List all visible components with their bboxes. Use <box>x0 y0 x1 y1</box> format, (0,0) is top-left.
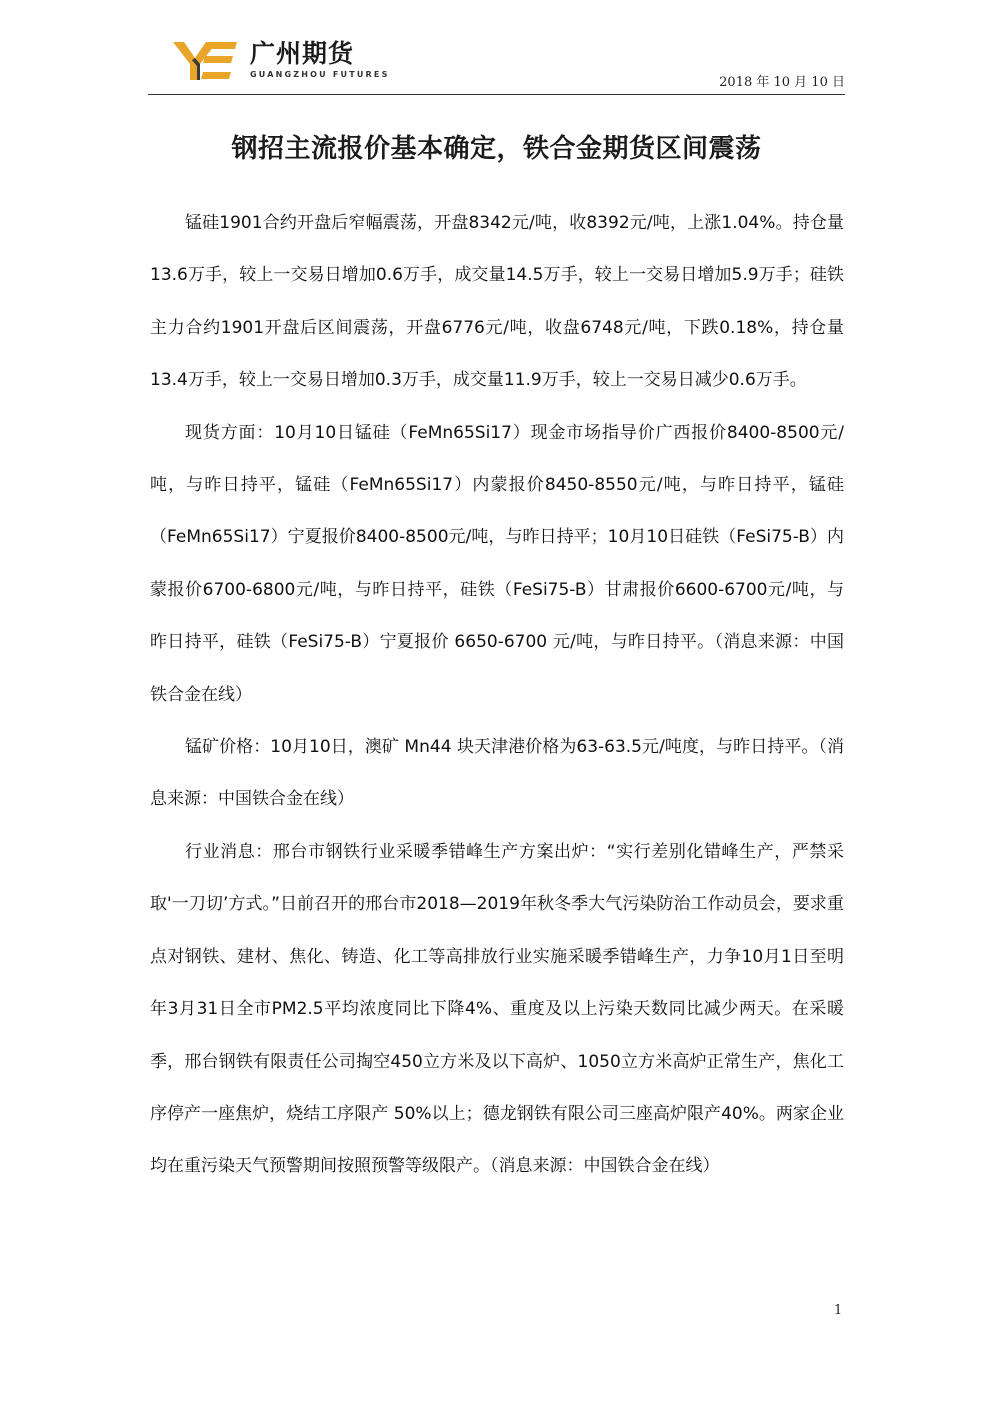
paragraph-ore: 锰矿价格：10月10日，澳矿 Mn44 块天津港价格为63-63.5元/吨度，与昨日持平。（消息来源：中国铁合金在线） <box>150 737 844 810</box>
paragraph-futures: 锰硅1901合约开盘后窄幅震荡，开盘8342元/吨，收8392元/吨，上涨1.04%。持仓量13.6万手，较上一交易日增加0.6万手，成交量14.5万手，较上一交易日增加5.9万手；硅铁主力合约1901开盘后区间震荡，开盘6776元/吨，收盘6748元/吨，下跌0.18%，持仓量13.4万手，较上一交易日增加0.3万手，成交量11.9万手，较上一交易日减少0.6万手。 <box>150 213 844 391</box>
article-title: 钢招主流报价基本确定，铁合金期货区间震荡 <box>231 134 762 164</box>
paragraph-spot: 现货方面：10月10日锰硅（FeMn65Si17）现金市场指导价广西报价8400-8500元/吨，与昨日持平，锰硅（FeMn65Si17）内蒙报价8450-8550元/吨，与昨日持平，锰硅（FeMn65Si17）宁夏报价8400-8500元/吨，与昨日持平；10月10日硅铁（FeSi75-B）内蒙报价6700-6800元/吨，与昨日持平，硅铁（FeSi75-B）甘肃报价6600-6700元/吨，与昨日持平，硅铁（FeSi75-B）宁夏报价 6650-6700 元/吨，与昨日持平。（消息来源：中国铁合金在线） <box>150 422 844 705</box>
brand-name-en: GUANGZHOU FUTURES <box>250 70 390 79</box>
brand <box>250 40 390 79</box>
article-body <box>150 197 844 1193</box>
report-date: 2018 年 10 月 10 日 <box>719 75 845 90</box>
paragraph-industry-news: 行业消息：邢台市钢铁行业采暖季错峰生产方案出炉：“实行差别化错峰生产，严禁采取'一刀切’方式。”日前召开的邢台市2018—2019年秋冬季大气污染防治工作动员会，要求重点对钢铁、建材、焦化、铸造、化工等高排放行业实施采暖季错峰生产，力争10月1日至明年3月31日全市PM2.5平均浓度同比下降4%、重度及以上污染天数同比减少两天。在采暖季，邢台钢铁有限责任公司掏空450立方米及以下高炉、1050立方米高炉正常生产，焦化工序停产一座焦炉，烧结工序限产 50%以上；德龙钢铁有限公司三座高炉限产40%。两家企业均在重污染天气预警期间按照预警等级限产。（消息来源：中国铁合金在线） <box>150 841 844 1177</box>
company-logo-icon <box>173 40 238 82</box>
page-number: 1 <box>834 1303 843 1318</box>
page-header <box>148 36 845 95</box>
brand-name-cn: 广州期货 <box>250 39 355 68</box>
